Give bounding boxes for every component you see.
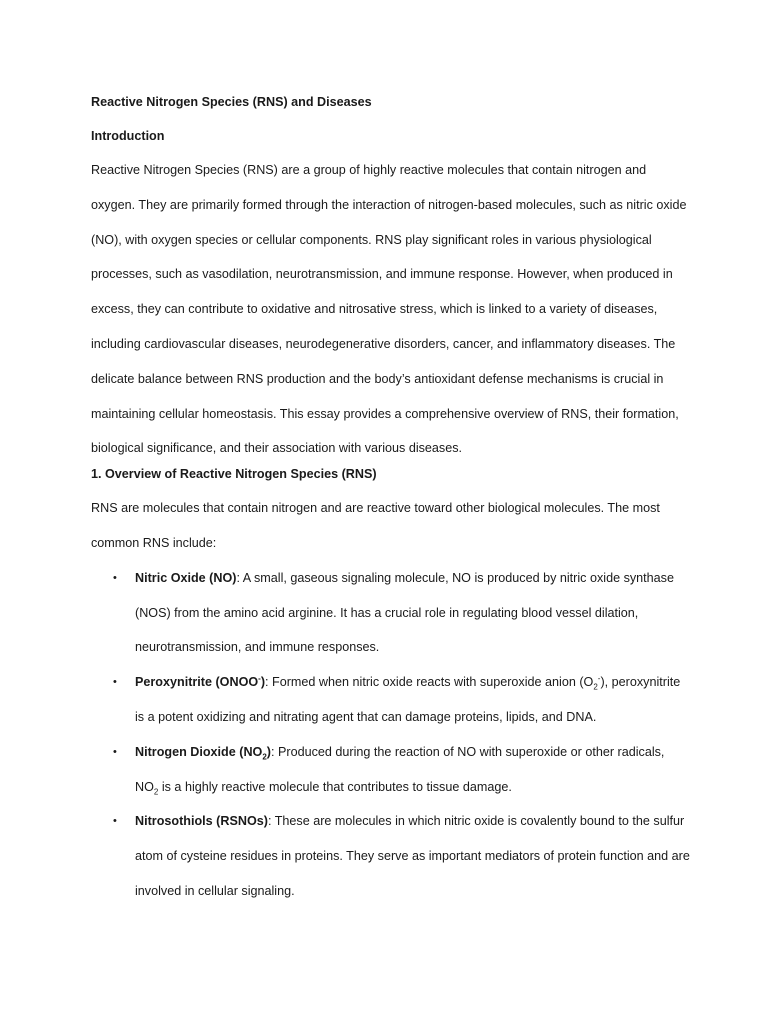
list-item-text: : These are molecules in which nitric oxide is covalently bound to the sulfur atom of cysteine residues in proteins. They serve as important mediators of protein function and are involved in cellular signaling. [135, 814, 690, 898]
bullet-icon: • [113, 815, 117, 828]
bullet-icon: • [113, 745, 117, 758]
list-item-nitrogen-dioxide [91, 735, 691, 805]
rns-list [91, 561, 691, 909]
list-item-peroxynitrite [91, 665, 691, 735]
bullet-icon: • [113, 571, 117, 584]
list-item-term: Nitric Oxide (NO) [135, 570, 237, 585]
document-title: Reactive Nitrogen Species (RNS) and Diseases [91, 95, 372, 109]
list-item-term: Nitrosothiols (RSNOs) [135, 814, 268, 829]
list-item-term: Peroxynitrite (ONOO-) [135, 673, 266, 690]
introduction-paragraph: Reactive Nitrogen Species (RNS) are a group of highly reactive molecules that contain nitrogen and oxygen. They are primarily formed through the interaction of nitrogen-based molecules, such as nitric oxide (NO), with oxygen species or cellular components. RNS play significant roles in various physiological processes, such as vasodilation, neurotransmission, and immune response. However, when produced in excess, they can contribute to oxidative and nitrosative stress, which is linked to a variety of diseases, including cardiovascular diseases, neurodegenerative disorders, cancer, and inflammatory diseases. The delicate balance between RNS production and the body’s antioxidant defense mechanisms is crucial in maintaining cellular homeostasis. This essay provides a comprehensive overview of RNS, their formation, biological significance, and their association with various diseases. [91, 163, 687, 456]
document-body [91, 93, 691, 909]
list-item-nitric-oxide [91, 561, 691, 665]
bullet-icon: • [113, 676, 117, 689]
list-item-nitrosothiols [91, 804, 691, 908]
list-item-term: Nitrogen Dioxide $(NO_2)$ [135, 744, 271, 762]
section-1-heading: 1. Overview of Reactive Nitrogen Species (RNS) [91, 467, 377, 482]
list-item-text: : Produced during the reaction of NO with superoxide or other radicals, $NO_2$ is a highly reactive molecule that contributes to tissue damage. [135, 744, 665, 797]
introduction-heading: Introduction [91, 129, 165, 143]
list-item-text: : A small, gaseous signaling molecule, NO is produced by nitric oxide synthase (NOS) from the amino acid arginine. It has a crucial role in regulating blood vessel dilation, neurotransmission, and immune responses. [135, 570, 674, 655]
list-item-text: : Formed when nitric oxide reacts with superoxide anion $(O_2^-)$, peroxynitrite is a potent oxidizing and nitrating agent that can damage proteins, lipids, and DNA. [135, 673, 681, 724]
section-1-paragraph: RNS are molecules that contain nitrogen and are reactive toward other biological molecules. The most common RNS include: [91, 501, 660, 550]
